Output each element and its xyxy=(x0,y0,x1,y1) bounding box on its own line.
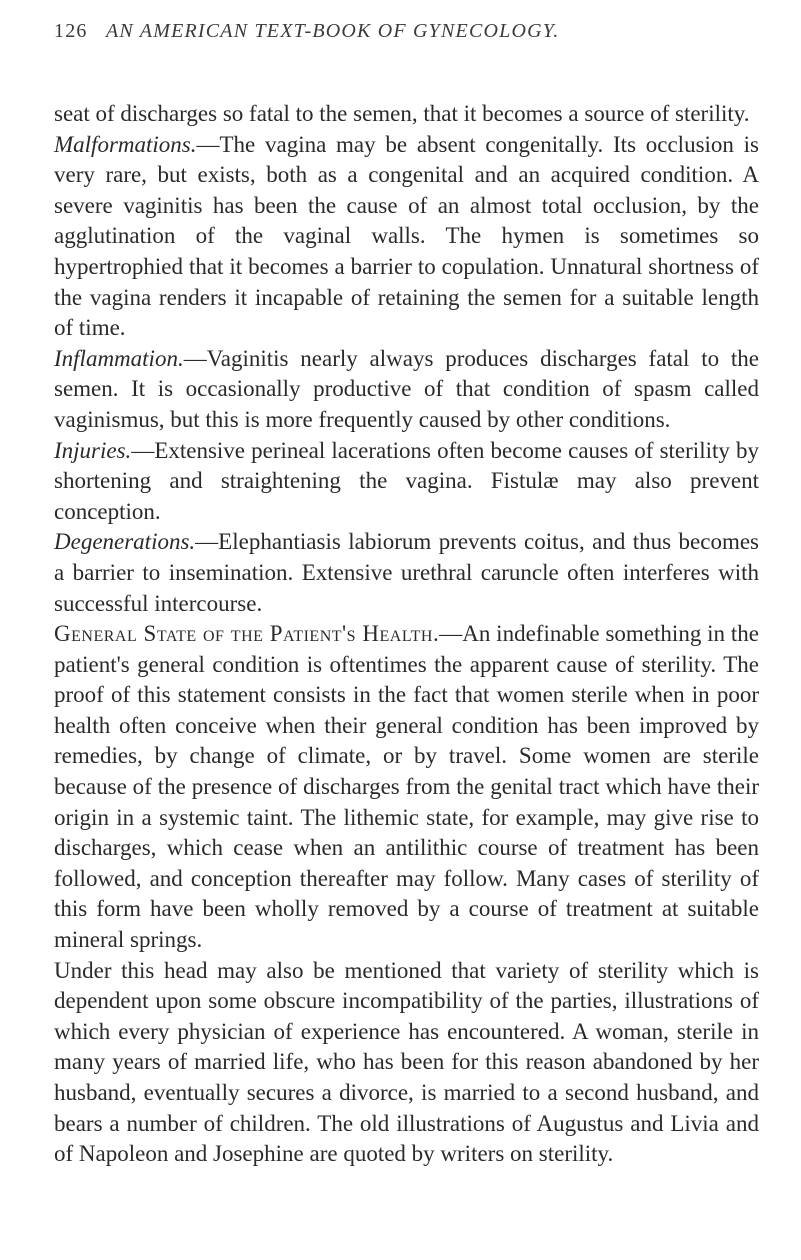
page-number: 126 xyxy=(54,20,88,42)
section-heading: Malformations. xyxy=(54,131,197,157)
paragraph-text: —Vaginitis nearly always produces discharges fatal to the semen. It is occasionally productive of that condition of spasm called vaginismus, but this is more frequently caused by other conditions. xyxy=(54,345,759,432)
paragraph xyxy=(54,619,759,956)
paragraph xyxy=(54,527,759,619)
paragraph-text: —Elephantiasis labiorum prevents coitus, and thus becomes a barrier to insemination. Extensive urethral caruncle often interferes with successful intercourse. xyxy=(54,529,759,616)
section-heading: Inflammation. xyxy=(54,345,184,371)
body-text xyxy=(54,99,759,1170)
paragraph-text: Under this head may also be mentioned that variety of sterility which is dependent upon some obscure incompatibility of the parties, illustrations of which every physician of experience has encountered. A woman, sterile in many years of married life, who has been for this reason abandoned by her husband, eventually secures a divorce, is married to a second husband, and bears a number of children. The old illustrations of Augustus and Livia and of Napoleon and Josephine are quoted by writers on sterility. xyxy=(54,957,759,1167)
paragraph-text: —An indefinable something in the patient's general condition is oftentimes the apparent cause of sterility. The proof of this statement consists in the fact that women sterile when in poor health often conceive when their general condition has been improved by remedies, by change of climate, or by travel. Some women are sterile because of the presence of discharges from the genital tract which have their origin in a systemic taint. The lithemic state, for example, may give rise to discharges, which cease when an antilithic course of treatment has been followed, and conception thereafter may follow. Many cases of sterility of this form have been wholly removed by a course of treatment at suitable mineral springs. xyxy=(54,621,759,953)
paragraph xyxy=(54,956,759,1170)
section-heading: Injuries. xyxy=(54,437,132,463)
paragraph xyxy=(54,344,759,436)
paragraph xyxy=(54,436,759,528)
paragraph xyxy=(54,99,759,130)
section-heading: General State of the Patient's Health. xyxy=(54,621,440,647)
paragraph-text: —Extensive perineal lacerations often become causes of sterility by shortening and straightening the vagina. Fistulæ may also prevent conception. xyxy=(54,437,759,524)
running-header xyxy=(54,18,759,44)
section-heading: Degenerations. xyxy=(54,529,196,555)
book-page xyxy=(54,18,759,1170)
running-title: AN AMERICAN TEXT-BOOK OF GYNECOLOGY. xyxy=(106,20,560,42)
paragraph-text: seat of discharges so fatal to the semen, that it becomes a source of sterility. xyxy=(54,101,750,126)
paragraph-text: —The vagina may be absent congenitally. Its occlusion is very rare, but exists, both as a congenital and an acquired condition. A severe vaginitis has been the cause of an almost total occlusion, by the agglutination of the vaginal walls. The hymen is sometimes so hypertrophied that it becomes a barrier to copulation. Unnatural shortness of the vagina renders it incapable of retaining the semen for a suitable length of time. xyxy=(54,131,759,341)
paragraph xyxy=(54,130,759,344)
